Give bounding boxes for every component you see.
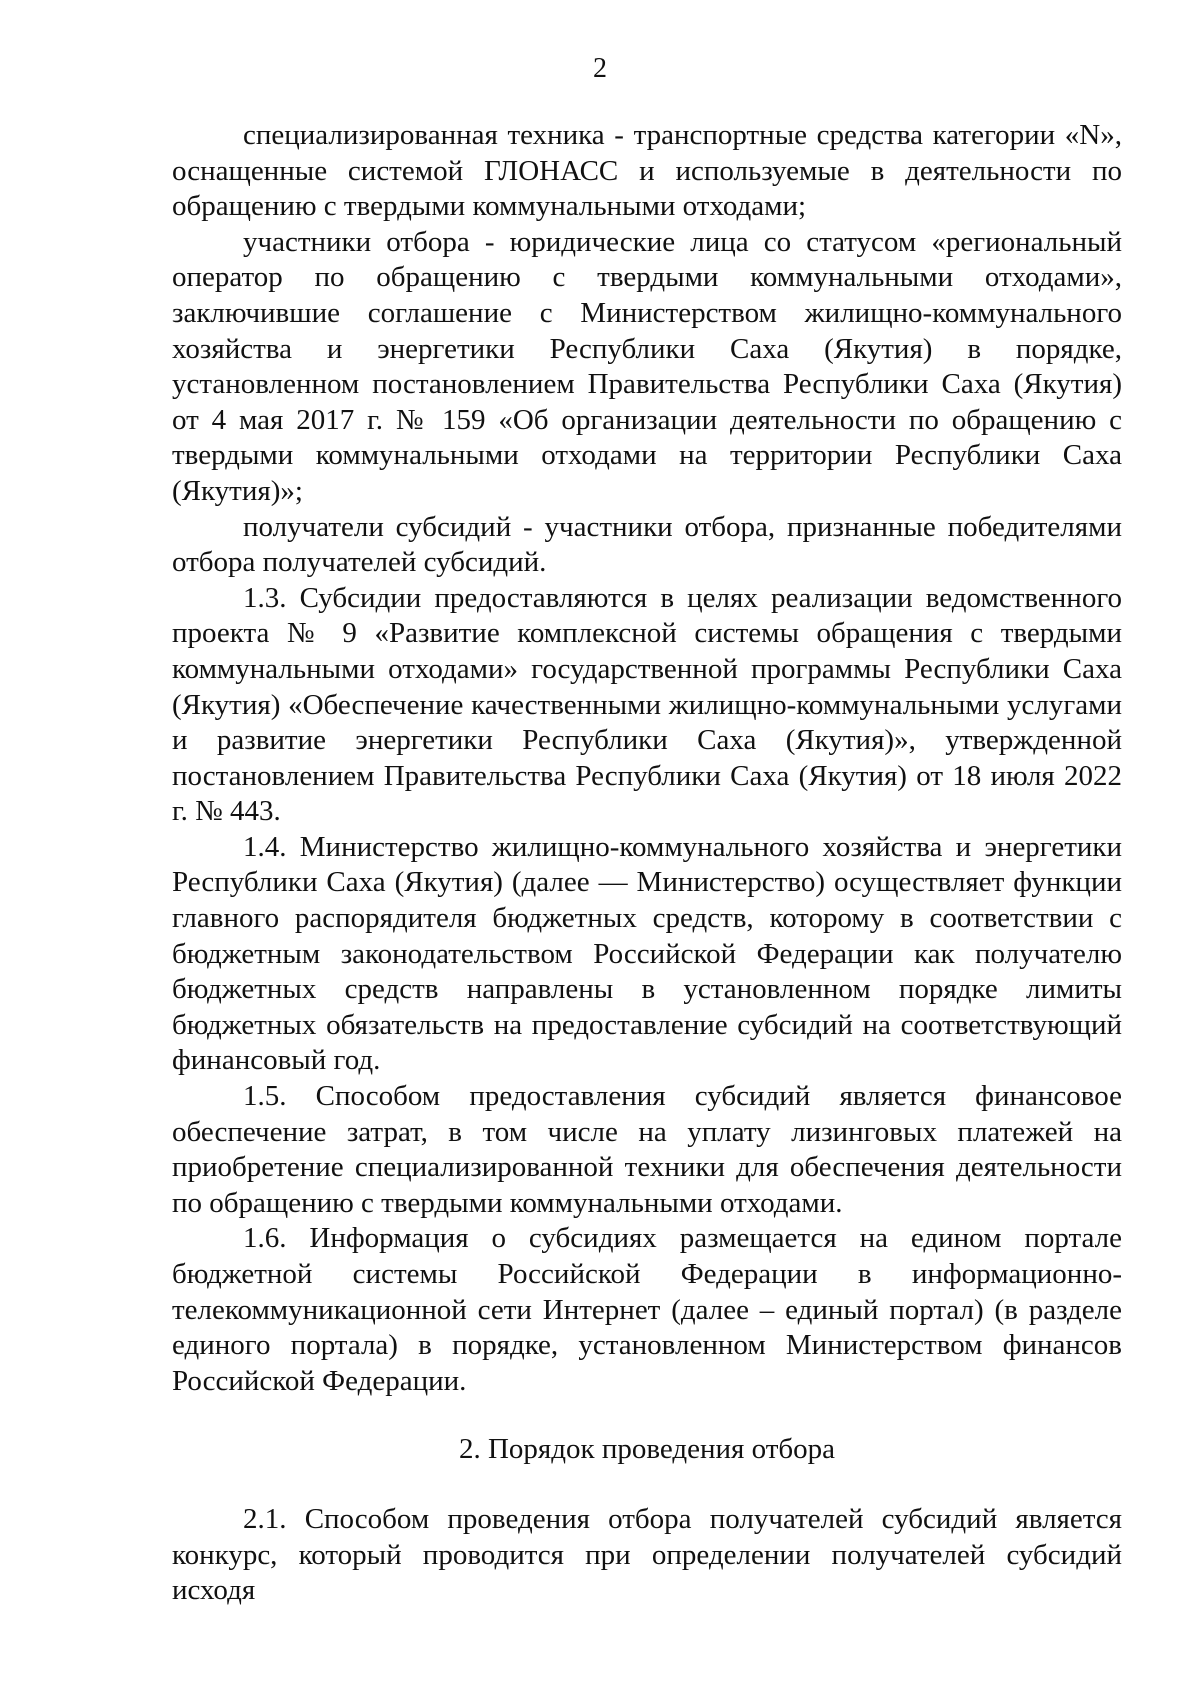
clause-1-4: 1.4. Министерство жилищно-коммунального хозяйства и энергетики Республики Саха (Якутия) (далее — Министерство) осуществляет функции главного распорядителя бюджетных средств, которому в соответствии с бюджетным законодательством Российской Федерации как получателю бюджетных средств направлены в установленном порядке лимиты бюджетных обязательств на предоставление субсидий на соответствующий финансовый год.	[172, 830, 1122, 1077]
clause-1-6: 1.6. Информация о субсидиях размещается на едином портале бюджетной системы Российской Федерации в информационно-телекоммуникационной сети Интернет (далее – единый портал) (в разделе единого портала) в порядке, установленном Министерством финансов Российской Федерации.	[172, 1222, 1122, 1397]
document-body	[172, 118, 1122, 1609]
clause-2-1: 2.1. Способом проведения отбора получателей субсидий является конкурс, который проводится при определении получателей субсидий исходя	[172, 1502, 1122, 1607]
definition-specialized-equipment: специализированная техника - транспортные средства категории «N», оснащенные системой ГЛОНАСС и используемые в деятельности по обращению с твердыми коммунальными отходами;	[172, 119, 1122, 223]
clause-1-5: 1.5. Способом предоставления субсидий является финансовое обеспечение затрат, в том числе на уплату лизинговых платежей на приобретение специализированной техники для обеспечения деятельности по обращению с твердыми коммунальными отходами.	[172, 1080, 1122, 1219]
definition-selection-participants: участники отбора - юридические лица со статусом «региональный оператор по обращению с твердыми коммунальными отходами», заключившие соглашение с Министерством жилищно-коммунального хозяйства и энергетики Республики Саха (Якутия) в порядке, установленном постановлением Правительства Республики Саха (Якутия) от 4 мая 2017 г. № 159 «Об организации деятельности по обращению с твердыми коммунальными отходами на территории Республики Саха (Якутия)»;	[172, 225, 1122, 507]
section-2-heading: 2. Порядок проведения отбора	[458, 1433, 836, 1466]
page-number: 2	[593, 53, 607, 84]
clause-1-3: 1.3. Субсидии предоставляются в целях реализации ведомственного проекта № 9 «Развитие комплексной системы обращения с твердыми коммунальными отходами» государственной программы Республики Саха (Якутия) «Обеспечение качественными жилищно-коммунальными услугами и развитие энергетики Республики Саха (Якутия)», утвержденной постановлением Правительства Республики Саха (Якутия) от 18 июля 2022 г. № 443.	[172, 581, 1122, 828]
definition-subsidy-recipients: получатели субсидий - участники отбора, признанные победителями отбора получателей субсидий.	[172, 510, 1122, 579]
